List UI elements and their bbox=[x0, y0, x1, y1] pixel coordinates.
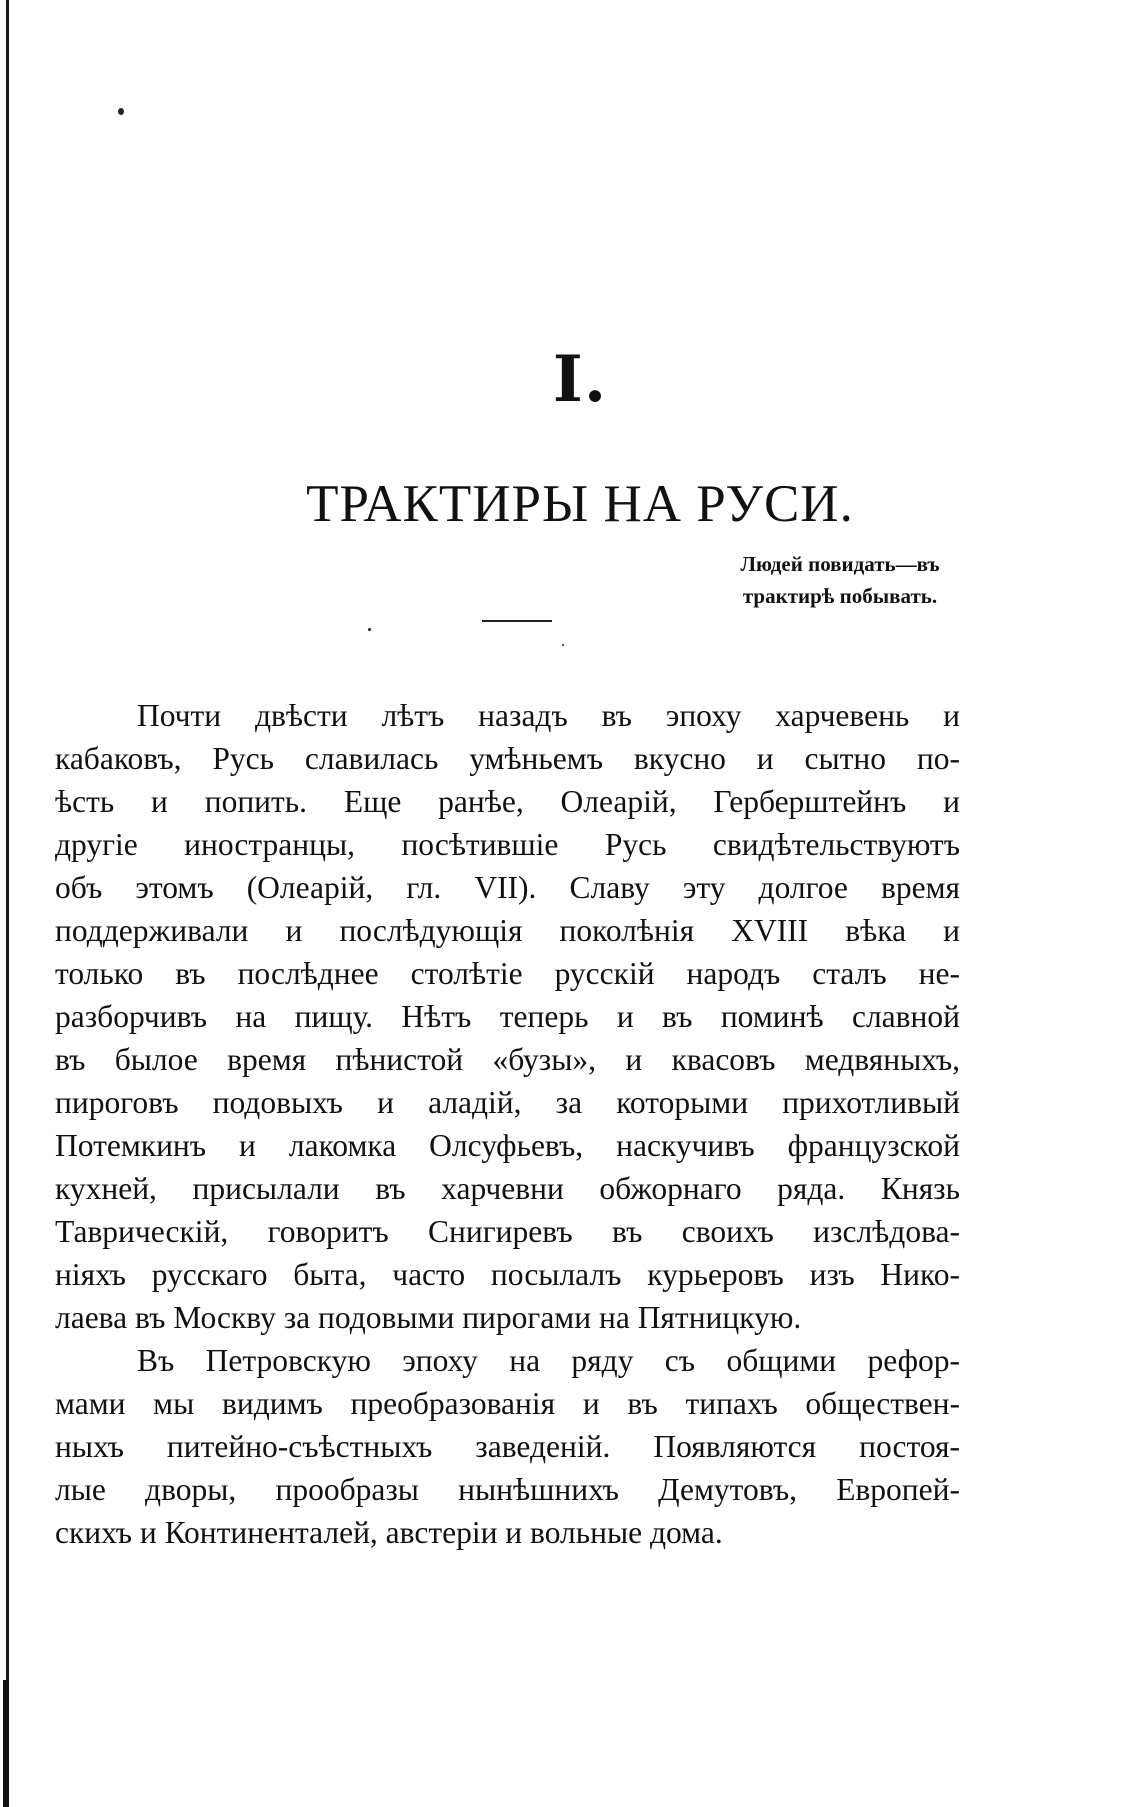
text-line: Потемкинъ и лакомка Олсуфьевъ, наскучивъ французской bbox=[55, 1128, 960, 1163]
ink-speck bbox=[562, 644, 564, 646]
text-line: кабаковъ, Русь славилась умѣньемъ вкусно и сытно по- bbox=[55, 741, 960, 776]
paragraph bbox=[55, 694, 960, 1339]
ink-speck bbox=[118, 108, 124, 115]
epigraph bbox=[700, 548, 980, 612]
text-line: разборчивъ на пищу. Нѣтъ теперь и въ поминѣ славной bbox=[55, 999, 960, 1034]
chapter-number: I. bbox=[552, 342, 608, 417]
text-line: поддерживали и послѣдующія поколѣнія XVIII вѣка и bbox=[55, 913, 960, 948]
epigraph-line: Людей повидать—въ bbox=[740, 552, 940, 576]
paragraph bbox=[55, 1339, 960, 1554]
text-line: другіе иностранцы, посѣтившіе Русь свидѣтельствуютъ bbox=[55, 827, 960, 862]
text-line: ѣсть и попить. Еще ранѣе, Олеарій, Герберштейнъ и bbox=[55, 784, 960, 819]
text-line: скихъ и Континенталей, австеріи и вольные дома. bbox=[55, 1515, 723, 1550]
text-line: ныхъ питейно-съѣстныхъ заведеній. Появляются постоя- bbox=[55, 1429, 960, 1464]
body-text bbox=[55, 694, 960, 1554]
text-line: Въ Петровскую эпоху на ряду съ общими рефор- bbox=[137, 1343, 960, 1378]
text-line: лые дворы, прообразы нынѣшнихъ Демутовъ, Европей- bbox=[55, 1472, 960, 1507]
text-line: лаева въ Москву за подовыми пирогами на Пятницкую. bbox=[55, 1300, 802, 1335]
ink-speck bbox=[368, 628, 371, 631]
text-line: мами мы видимъ преобразованія и въ типахъ обществен- bbox=[55, 1386, 960, 1421]
section-separator bbox=[482, 620, 552, 622]
epigraph-line: трактирѣ побывать. bbox=[742, 584, 938, 608]
text-line: въ былое время пѣнистой «бузы», и квасовъ медвяныхъ, bbox=[55, 1042, 960, 1077]
text-line: объ этомъ (Олеарій, гл. VII). Славу эту долгое время bbox=[55, 870, 960, 905]
text-line: ніяхъ русскаго быта, часто посылалъ курьеровъ изъ Нико- bbox=[55, 1257, 960, 1292]
chapter-title: ТРАКТИРЫ НА РУСИ. bbox=[306, 475, 854, 533]
page-edge-shadow bbox=[3, 1680, 9, 1807]
text-line: Почти двѣсти лѣтъ назадъ въ эпоху харчевень и bbox=[137, 698, 960, 733]
text-line: только въ послѣднее столѣтіе русскій народъ сталъ не- bbox=[55, 956, 960, 991]
text-line: кухней, присылали въ харчевни обжорнаго ряда. Князь bbox=[55, 1171, 960, 1206]
text-line: Таврическій, говоритъ Снигиревъ въ своихъ изслѣдова- bbox=[55, 1214, 960, 1249]
page-edge-rule bbox=[6, 0, 9, 1807]
text-line: пироговъ подовыхъ и аладій, за которыми прихотливый bbox=[55, 1085, 960, 1120]
